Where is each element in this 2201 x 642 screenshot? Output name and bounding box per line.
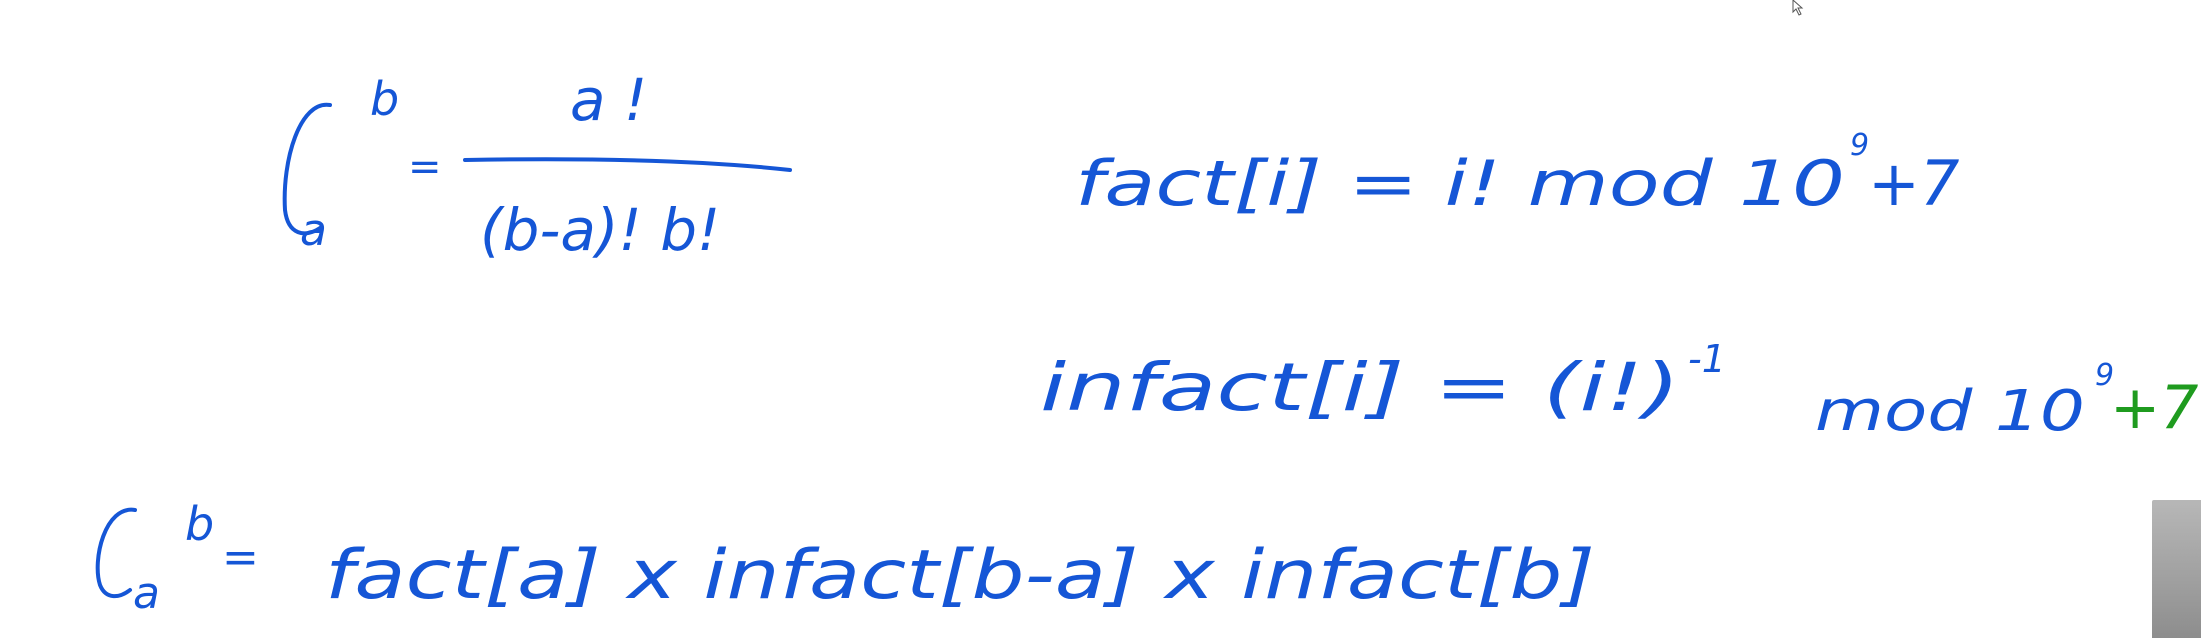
f1-numerator: a ! xyxy=(570,66,648,134)
f4-rhs: fact[a] x infact[b-a] x infact[b] xyxy=(325,536,1595,615)
pointer-cursor-icon xyxy=(1790,0,1810,16)
f4-eq: = xyxy=(222,532,259,583)
formula-binomial-definition xyxy=(285,66,790,264)
f1-eq: = xyxy=(408,144,442,190)
f4-C-stroke xyxy=(98,510,135,596)
formula-fact xyxy=(1075,128,1959,220)
f4-sup: b xyxy=(185,497,215,551)
f3-suffix: +7 xyxy=(2110,373,2199,443)
f3-text: infact[i] = (i!) xyxy=(1040,349,1680,426)
f4-sub: a xyxy=(133,568,160,619)
f2-exp: 9 xyxy=(1850,128,1870,163)
formula-infact xyxy=(1040,337,2198,444)
f2-suffix: +7 xyxy=(1868,147,1960,220)
f1-sup: b xyxy=(370,72,400,126)
f3-mod-exp: 9 xyxy=(2095,358,2115,393)
f3-exp: -1 xyxy=(1688,337,1726,381)
formula-binomial-computation xyxy=(98,497,1595,619)
f2-text: fact[i] = i! mod 10 xyxy=(1075,147,1845,220)
video-thumbnail-icon xyxy=(2152,500,2201,638)
f1-fraction-bar xyxy=(465,159,790,170)
f1-denominator: (b-a)! b! xyxy=(480,196,721,264)
f1-sub: a xyxy=(300,205,327,256)
f3-mod: mod 10 xyxy=(1815,379,2085,444)
